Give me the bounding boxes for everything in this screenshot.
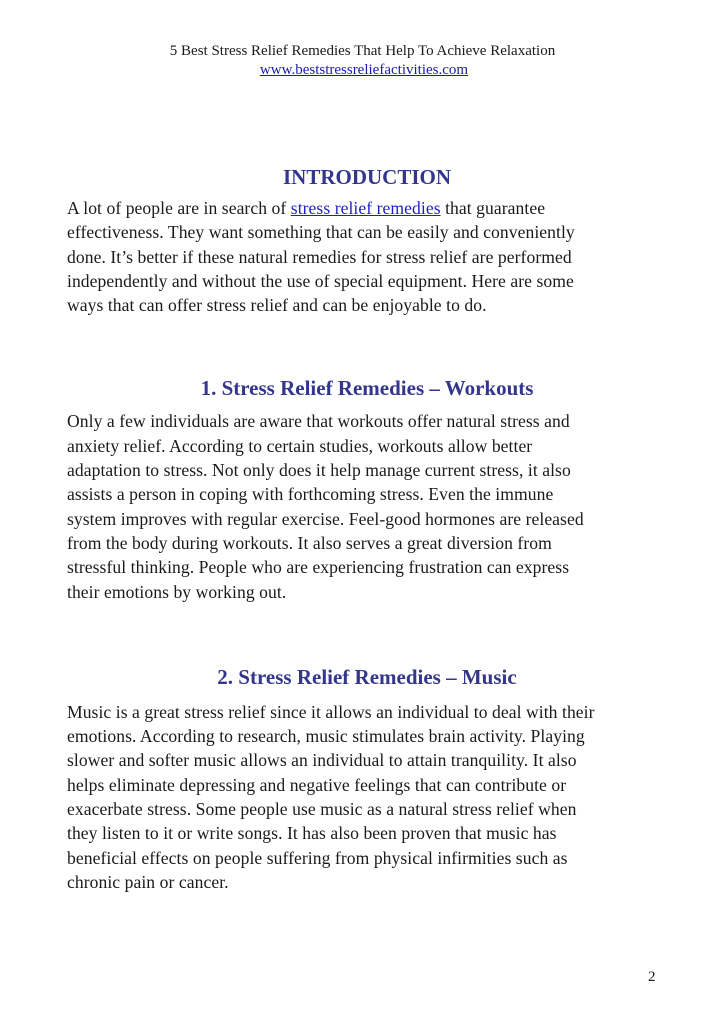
page-number: 2	[648, 969, 656, 985]
paragraph-line: effectiveness. They want something that can be easily and conveniently	[67, 222, 575, 243]
paragraph-line: Only a few individuals are aware that workouts offer natural stress and	[67, 411, 570, 432]
workouts-heading: 1. Stress Relief Remedies – Workouts	[200, 376, 534, 401]
paragraph-line: chronic pain or cancer.	[67, 871, 229, 892]
paragraph-line: slower and softer music allows an individual to attain tranquility. It also	[67, 750, 577, 771]
music-heading: 2. Stress Relief Remedies – Music	[217, 664, 517, 689]
paragraph-line	[67, 196, 667, 220]
paragraph-line: from the body during workouts. It also serves a great diversion from	[67, 532, 552, 553]
paragraph-line: beneficial effects on people suffering from physical infirmities such as	[67, 847, 568, 868]
introduction-heading: INTRODUCTION	[282, 165, 452, 189]
paragraph-line: they listen to it or write songs. It has also been proven that music has	[67, 823, 557, 844]
paragraph-line: helps eliminate depressing and negative feelings that can contribute or	[67, 774, 567, 795]
paragraph-line: emotions. According to research, music stimulates brain activity. Playing	[67, 726, 585, 747]
paragraph-line: assists a person in coping with forthcoming stress. Even the immune	[67, 484, 554, 505]
paragraph-line: adaptation to stress. Not only does it help manage current stress, it also	[67, 460, 571, 481]
paragraph-line: their emotions by working out.	[67, 581, 287, 602]
stress-relief-remedies-link[interactable]: stress relief remedies	[290, 198, 441, 218]
paragraph-line: done. It’s better if these natural remedies for stress relief are performed	[67, 246, 572, 267]
music-paragraph	[67, 700, 667, 894]
line-text: A lot of people are in search of	[67, 198, 291, 218]
paragraph-line: Music is a great stress relief since it allows an individual to deal with their	[67, 701, 595, 722]
paragraph-line: system improves with regular exercise. Feel-good hormones are released	[67, 508, 584, 529]
line-text: that guarantee	[440, 198, 546, 218]
website-link[interactable]: www.beststressreliefactivities.com	[259, 62, 469, 78]
paragraph-line: ways that can offer stress relief and can be enjoyable to do.	[67, 295, 487, 316]
page-content	[67, 162, 667, 894]
paragraph-line: anxiety relief. According to certain studies, workouts allow better	[67, 435, 533, 456]
workouts-paragraph	[67, 409, 667, 603]
paragraph-line: stressful thinking. People who are experiencing frustration can express	[67, 557, 570, 578]
paragraph-line: exacerbate stress. Some people use music as a natural stress relief when	[67, 799, 577, 820]
introduction-paragraph	[67, 196, 667, 317]
page-header	[0, 42, 728, 80]
document-title: 5 Best Stress Relief Remedies That Help To Achieve Relaxation	[169, 43, 556, 59]
paragraph-line: independently and without the use of special equipment. Here are some	[67, 270, 574, 291]
